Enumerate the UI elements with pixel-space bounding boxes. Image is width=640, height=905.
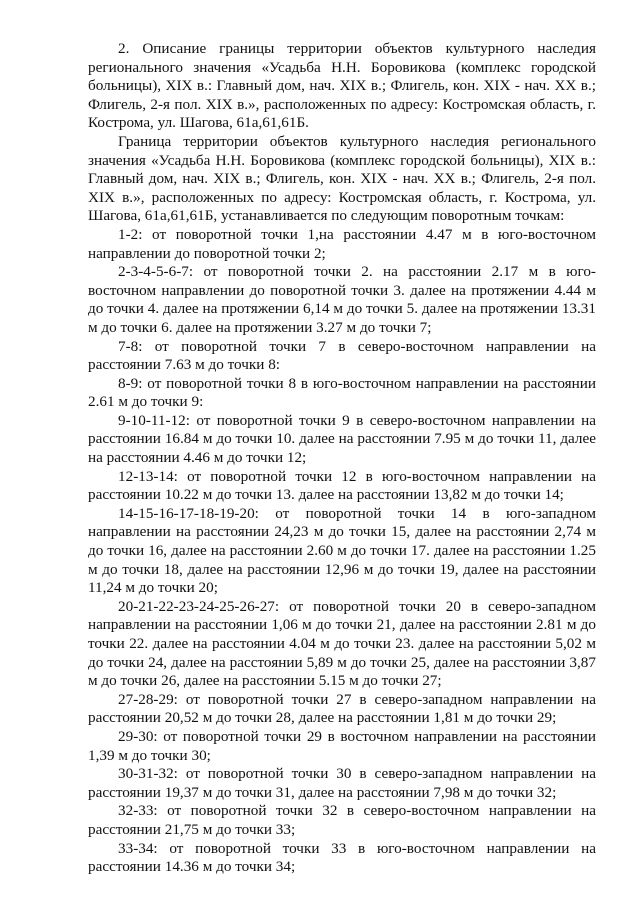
boundary-segment-paragraph: 7-8: от поворотной точки 7 в северо-восточном направлении на расстоянии 7.63 м до точки 8: (88, 337, 596, 374)
boundary-segment-paragraph: 29-30: от поворотной точки 29 в восточном направлении на расстоянии 1,39 м до точки 30; (88, 727, 596, 764)
boundary-segment-paragraph: 8-9: от поворотной точки 8 в юго-восточном направлении на расстоянии 2.61 м до точки 9: (88, 374, 596, 411)
boundary-segment-paragraph: 33-34: от поворотной точки 33 в юго-восточном направлении на расстоянии 14.36 м до точки 34; (88, 839, 596, 876)
boundary-segment-paragraph: 20-21-22-23-24-25-26-27: от поворотной точки 20 в северо-западном направлении на расстоянии 1,06 м до точки 21, далее на расстоянии 2.81 м до точки 22. далее на расстоянии 4.04 м до точки 23. далее на расстоянии 5,02 м до точки 24, далее на расстоянии 5,89 м до точки 25, далее на расстоянии 3,87 м до точки 26, далее на расстоянии 5.15 м до точки 27; (88, 597, 596, 690)
boundary-segment-paragraph: 32-33: от поворотной точки 32 в северо-восточном направлении на расстоянии 21,75 м до точки 33; (88, 802, 596, 838)
boundary-segment-paragraph: 30-31-32: от поворотной точки 30 в северо-западном направлении на расстоянии 19,37 м до точки 31, далее на расстоянии 7,98 м до точки 32; (88, 765, 596, 801)
document-body (88, 40, 596, 877)
boundary-segment-paragraph: 27-28-29: от поворотной точки 27 в северо-западном направлении на расстоянии 20,52 м до точки 28, далее на расстоянии 1,81 м до точки 29; (88, 690, 596, 727)
boundary-segment-paragraph: 1-2: от поворотной точки 1,на расстоянии 4.47 м в юго-восточном направлении до поворотной точки 2; (88, 225, 596, 262)
boundary-segment-paragraph: 2-3-4-5-6-7: от поворотной точки 2. на расстоянии 2.17 м в юго-восточном направлении до поворотной точки 3. далее на протяжении 4.44 м до точки 4. далее на протяжении 6,14 м до точки 5. далее на протяжении 13.31 м до точки 6. далее на протяжении 3.27 м до точки 7; (88, 263, 596, 336)
boundary-segment-paragraph: 14-15-16-17-18-19-20: от поворотной точки 14 в юго-западном направлении на расстоянии 24,23 м до точки 15, далее на расстоянии 2,74 м до точки 16, далее на расстоянии 2.60 м до точки 17. далее на расстоянии 1.25 м до точки 18, далее на расстоянии 12,96 м до точки 19, далее на расстоянии 11,24 м до точки 20; (88, 504, 596, 597)
section-heading-paragraph: 2. Описание границы территории объектов культурного наследия регионального значения «Усадьба Н.Н. Боровикова (комплекс городской больницы), XIX в.: Главный дом, нач. XIX в.; Флигель, кон. XIX - нач. XX в.; Флигель, 2-я пол. XIX в.», расположенных по адресу: Костромская область, г. Кострома, ул. Шагова, 61а,61,61Б. (88, 40, 596, 132)
boundary-segment-paragraph: 12-13-14: от поворотной точки 12 в юго-восточном направлении на расстоянии 10.22 м до точки 13. далее на расстоянии 13,82 м до точки 14; (88, 467, 596, 504)
boundary-intro-paragraph: Граница территории объектов культурного наследия регионального значения «Усадьба Н.Н. Боровикова (комплекс городской больницы), XIX в.: Главный дом, нач. XIX в.; Флигель, кон. XIX - нач. XX в.; Флигель, 2-я пол. XIX в.», расположенных по адресу: Костромская область, г. Кострома, ул. Шагова, 61а,61,61Б, устанавливается по следующим поворотным точкам: (88, 132, 596, 225)
boundary-segment-paragraph: 9-10-11-12: от поворотной точки 9 в северо-восточном направлении на расстоянии 16.84 м до точки 10. далее на расстоянии 7.95 м до точки 11, далее на расстоянии 4.46 м до точки 12; (88, 411, 596, 467)
